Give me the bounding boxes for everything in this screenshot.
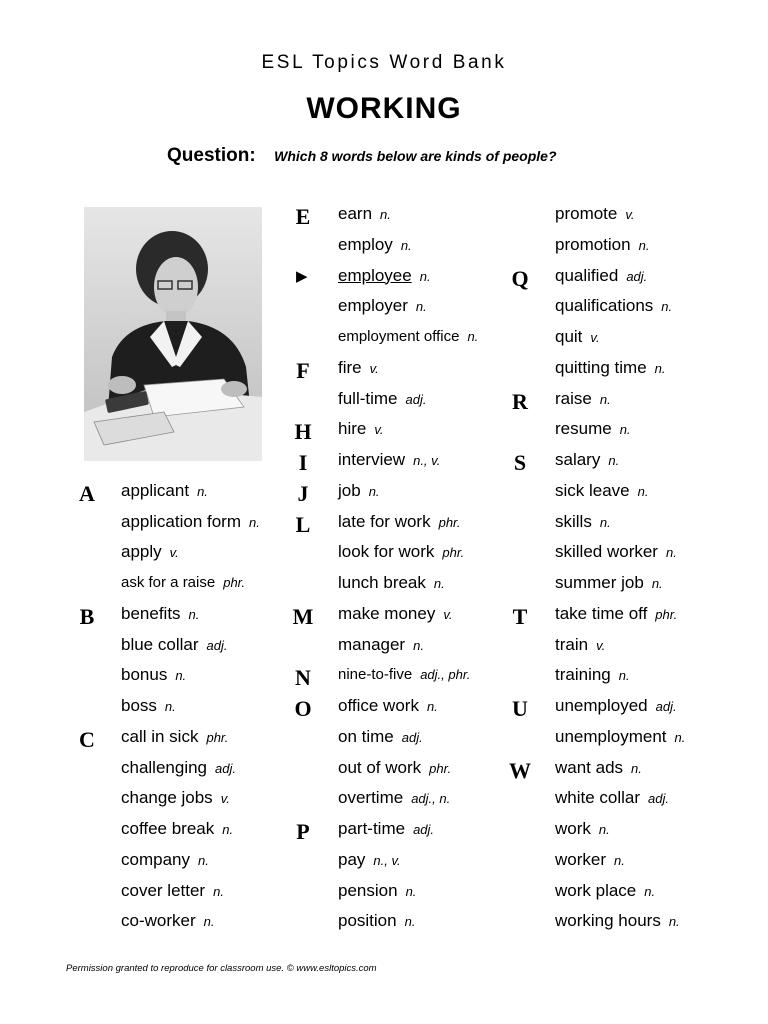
section-letter: U (512, 696, 528, 721)
word-entry (338, 419, 384, 440)
word-text: resume (555, 419, 612, 439)
part-of-speech: n. (618, 668, 630, 684)
part-of-speech: phr. (429, 760, 452, 776)
word-entry (121, 758, 236, 779)
word-text: earn (338, 204, 373, 223)
word-entry (555, 819, 610, 840)
part-of-speech: n. (637, 483, 649, 499)
part-of-speech: n. (433, 576, 445, 591)
word-text: unemployed (555, 696, 648, 715)
word-entry (555, 450, 619, 471)
section-letter: A (79, 480, 95, 506)
section-letter: W (509, 757, 531, 783)
part-of-speech: phr. (223, 575, 246, 590)
word-entry (121, 696, 176, 717)
word-text: coffee break (121, 819, 215, 838)
part-of-speech: n. (638, 237, 650, 253)
word-text: training (555, 665, 611, 685)
part-of-speech: n. (415, 299, 427, 315)
word-entry (555, 542, 677, 563)
part-of-speech: phr. (206, 729, 229, 745)
part-of-speech: n. (599, 391, 611, 407)
question-row (167, 145, 557, 167)
word-entry (338, 296, 427, 317)
word-text: interview (338, 450, 406, 469)
word-text: take time off (555, 603, 648, 623)
word-text: work place (555, 880, 637, 900)
part-of-speech: v. (625, 207, 635, 222)
footer-permission: Permission granted to reproduce for classroom use. © www.esltopics.com (66, 963, 377, 974)
word-text: sick leave (555, 480, 630, 500)
word-entry (338, 542, 464, 563)
word-text: promotion (555, 234, 631, 254)
word-text: company (121, 849, 190, 869)
word-text: skills (555, 511, 592, 531)
word-text: pay (338, 849, 366, 869)
word-entry (338, 604, 452, 625)
office-worker-photo (84, 207, 262, 461)
word-entry (555, 758, 642, 779)
part-of-speech: adj. (413, 822, 435, 837)
word-entry (338, 512, 461, 533)
word-entry (555, 296, 672, 317)
word-entry (555, 235, 649, 256)
word-entry (338, 450, 440, 471)
word-text: co-worker (121, 911, 196, 931)
word-text: employee (338, 265, 412, 285)
word-text: on time (338, 726, 394, 746)
word-entry (121, 819, 233, 840)
word-text: salary (555, 450, 601, 469)
word-entry (555, 389, 611, 410)
word-entry (338, 327, 478, 347)
page-title: WORKING (306, 92, 462, 125)
word-text: nine-to-five (338, 666, 413, 684)
part-of-speech: n., v. (413, 453, 441, 468)
section-letter: L (295, 511, 311, 537)
word-text: part-time (338, 819, 406, 838)
part-of-speech: n. (213, 883, 224, 899)
word-entry (555, 604, 677, 625)
site-title: ESL Topics Word Bank (261, 52, 507, 73)
word-entry (338, 911, 415, 932)
part-of-speech: n. (413, 637, 424, 653)
word-entry (121, 881, 224, 902)
part-of-speech: n. (426, 699, 438, 714)
word-entry (121, 512, 260, 533)
word-entry (555, 727, 685, 748)
part-of-speech: v. (590, 330, 600, 345)
section-letter: P (296, 819, 310, 844)
word-entry (338, 266, 431, 287)
part-of-speech: v. (169, 545, 179, 561)
part-of-speech: adj. (655, 699, 677, 714)
word-text: worker (555, 849, 607, 869)
question-text: Which 8 words below are kinds of people? (274, 148, 557, 164)
part-of-speech: adj. (215, 760, 236, 776)
part-of-speech: n. (405, 883, 417, 899)
word-entry (338, 573, 445, 594)
word-entry (555, 358, 666, 379)
word-entry (338, 204, 391, 225)
part-of-speech: adj. (626, 268, 648, 284)
word-entry (555, 788, 669, 809)
part-of-speech: adj., n. (411, 791, 451, 807)
word-text: train (555, 634, 589, 654)
pointer-arrow-icon: ▶ (296, 267, 308, 285)
section-letter: O (294, 696, 312, 721)
word-entry (338, 881, 416, 902)
section-letter: T (512, 603, 528, 629)
word-entry (555, 266, 647, 287)
part-of-speech: n. (203, 914, 215, 930)
section-letter: H (294, 419, 312, 445)
part-of-speech: v. (369, 360, 379, 376)
word-text: qualified (555, 265, 619, 285)
word-entry (555, 419, 631, 440)
word-text: raise (555, 388, 592, 408)
word-entry (121, 635, 227, 656)
part-of-speech: n. (419, 268, 431, 284)
word-entry (555, 573, 663, 594)
word-entry (121, 911, 214, 932)
part-of-speech: n. (631, 760, 642, 776)
word-text: qualifications (555, 296, 654, 316)
part-of-speech: n. (674, 729, 686, 745)
section-letter: S (513, 450, 527, 475)
part-of-speech: n., v. (373, 852, 401, 868)
word-entry (338, 819, 434, 840)
part-of-speech: n. (368, 483, 380, 499)
part-of-speech: phr. (442, 545, 465, 561)
part-of-speech: v. (443, 606, 453, 622)
word-entry (338, 758, 451, 779)
word-text: fire (338, 357, 362, 377)
word-entry (121, 573, 245, 593)
part-of-speech: n. (668, 914, 680, 930)
part-of-speech: v. (220, 791, 230, 807)
word-text: manager (338, 634, 406, 654)
word-text: lunch break (338, 573, 426, 592)
part-of-speech: n. (614, 852, 625, 868)
word-entry (121, 727, 228, 748)
word-entry (555, 204, 635, 225)
word-entry (555, 512, 611, 533)
word-text: applicant (121, 480, 190, 500)
section-letter: N (295, 665, 311, 691)
word-text: call in sick (121, 726, 199, 746)
word-text: boss (121, 696, 157, 715)
part-of-speech: n. (222, 822, 234, 837)
word-text: employment office (338, 328, 460, 345)
word-text: ask for a raise (121, 574, 216, 591)
word-text: late for work (338, 511, 431, 531)
word-text: challenging (121, 757, 208, 777)
part-of-speech: n. (164, 699, 176, 714)
part-of-speech: n. (599, 514, 611, 530)
word-text: benefits (121, 603, 181, 623)
word-entry (338, 727, 423, 748)
part-of-speech: adj. (648, 791, 670, 807)
part-of-speech: n. (197, 852, 209, 868)
part-of-speech: n. (175, 668, 187, 684)
part-of-speech: n. (608, 453, 620, 468)
part-of-speech: n. (249, 514, 260, 530)
section-letter: J (297, 480, 309, 506)
word-entry (338, 235, 412, 256)
section-letter: E (295, 204, 311, 229)
part-of-speech: n. (197, 483, 208, 499)
word-text: office work (338, 696, 419, 715)
word-text: employ (338, 234, 393, 254)
word-text: pension (338, 880, 398, 900)
word-entry (338, 665, 470, 685)
word-text: employer (338, 296, 408, 316)
word-text: overtime (338, 788, 404, 808)
part-of-speech: adj., phr. (420, 667, 471, 683)
part-of-speech: n. (661, 299, 673, 315)
part-of-speech: n. (665, 545, 677, 561)
section-letter: B (79, 603, 95, 629)
word-entry (555, 911, 680, 932)
word-text: position (338, 911, 397, 931)
part-of-speech: n. (380, 207, 391, 222)
part-of-speech: n. (651, 576, 663, 591)
section-letter: Q (511, 265, 529, 291)
word-text: want ads (555, 757, 624, 777)
word-text: blue collar (121, 634, 199, 654)
word-text: apply (121, 542, 162, 562)
part-of-speech: n. (619, 422, 631, 438)
word-text: quitting time (555, 357, 647, 377)
word-entry (338, 481, 380, 502)
word-text: full-time (338, 388, 398, 408)
word-entry (555, 635, 605, 656)
section-letter: F (296, 357, 310, 383)
part-of-speech: n. (404, 914, 416, 930)
part-of-speech: v. (596, 637, 606, 653)
word-entry (555, 881, 655, 902)
word-text: quit (555, 327, 583, 346)
part-of-speech: phr. (655, 606, 678, 622)
word-entry (121, 542, 179, 563)
part-of-speech: n. (644, 883, 656, 899)
word-entry (121, 665, 186, 686)
word-text: hire (338, 419, 367, 439)
part-of-speech: adj. (405, 391, 427, 407)
part-of-speech: n. (467, 329, 479, 344)
word-entry (338, 635, 424, 656)
word-text: working hours (555, 911, 661, 931)
word-entry (555, 665, 630, 686)
part-of-speech: n. (654, 360, 666, 376)
word-entry (121, 788, 230, 809)
word-text: work (555, 819, 591, 838)
word-entry (338, 696, 438, 717)
word-text: job (338, 480, 361, 500)
word-text: cover letter (121, 880, 206, 900)
word-text: look for work (338, 542, 435, 562)
word-entry (338, 358, 379, 379)
section-letter: M (292, 603, 314, 629)
word-text: unemployment (555, 726, 667, 746)
word-entry (121, 604, 199, 625)
word-text: application form (121, 511, 242, 531)
word-text: promote (555, 204, 618, 223)
word-entry (121, 481, 208, 502)
word-entry (338, 850, 401, 871)
word-entry (338, 389, 426, 410)
word-text: bonus (121, 665, 168, 685)
part-of-speech: phr. (438, 514, 461, 530)
word-entry (338, 788, 450, 809)
part-of-speech: v. (374, 422, 384, 438)
word-entry (121, 850, 209, 871)
part-of-speech: adj. (401, 729, 423, 745)
question-label: Question: (167, 145, 256, 166)
word-entry (555, 481, 648, 502)
word-text: summer job (555, 573, 644, 592)
word-entry (555, 850, 625, 871)
word-text: change jobs (121, 788, 213, 808)
part-of-speech: n. (598, 822, 610, 837)
section-letter: C (79, 726, 95, 752)
word-text: out of work (338, 757, 422, 777)
part-of-speech: n. (188, 606, 200, 622)
word-entry (555, 696, 677, 717)
word-entry (555, 327, 600, 348)
word-text: skilled worker (555, 542, 658, 562)
section-letter: R (512, 388, 528, 414)
part-of-speech: adj. (206, 637, 228, 653)
part-of-speech: n. (400, 237, 412, 253)
word-text: make money (338, 603, 436, 623)
section-letter: I (298, 450, 308, 475)
word-text: white collar (555, 788, 641, 808)
